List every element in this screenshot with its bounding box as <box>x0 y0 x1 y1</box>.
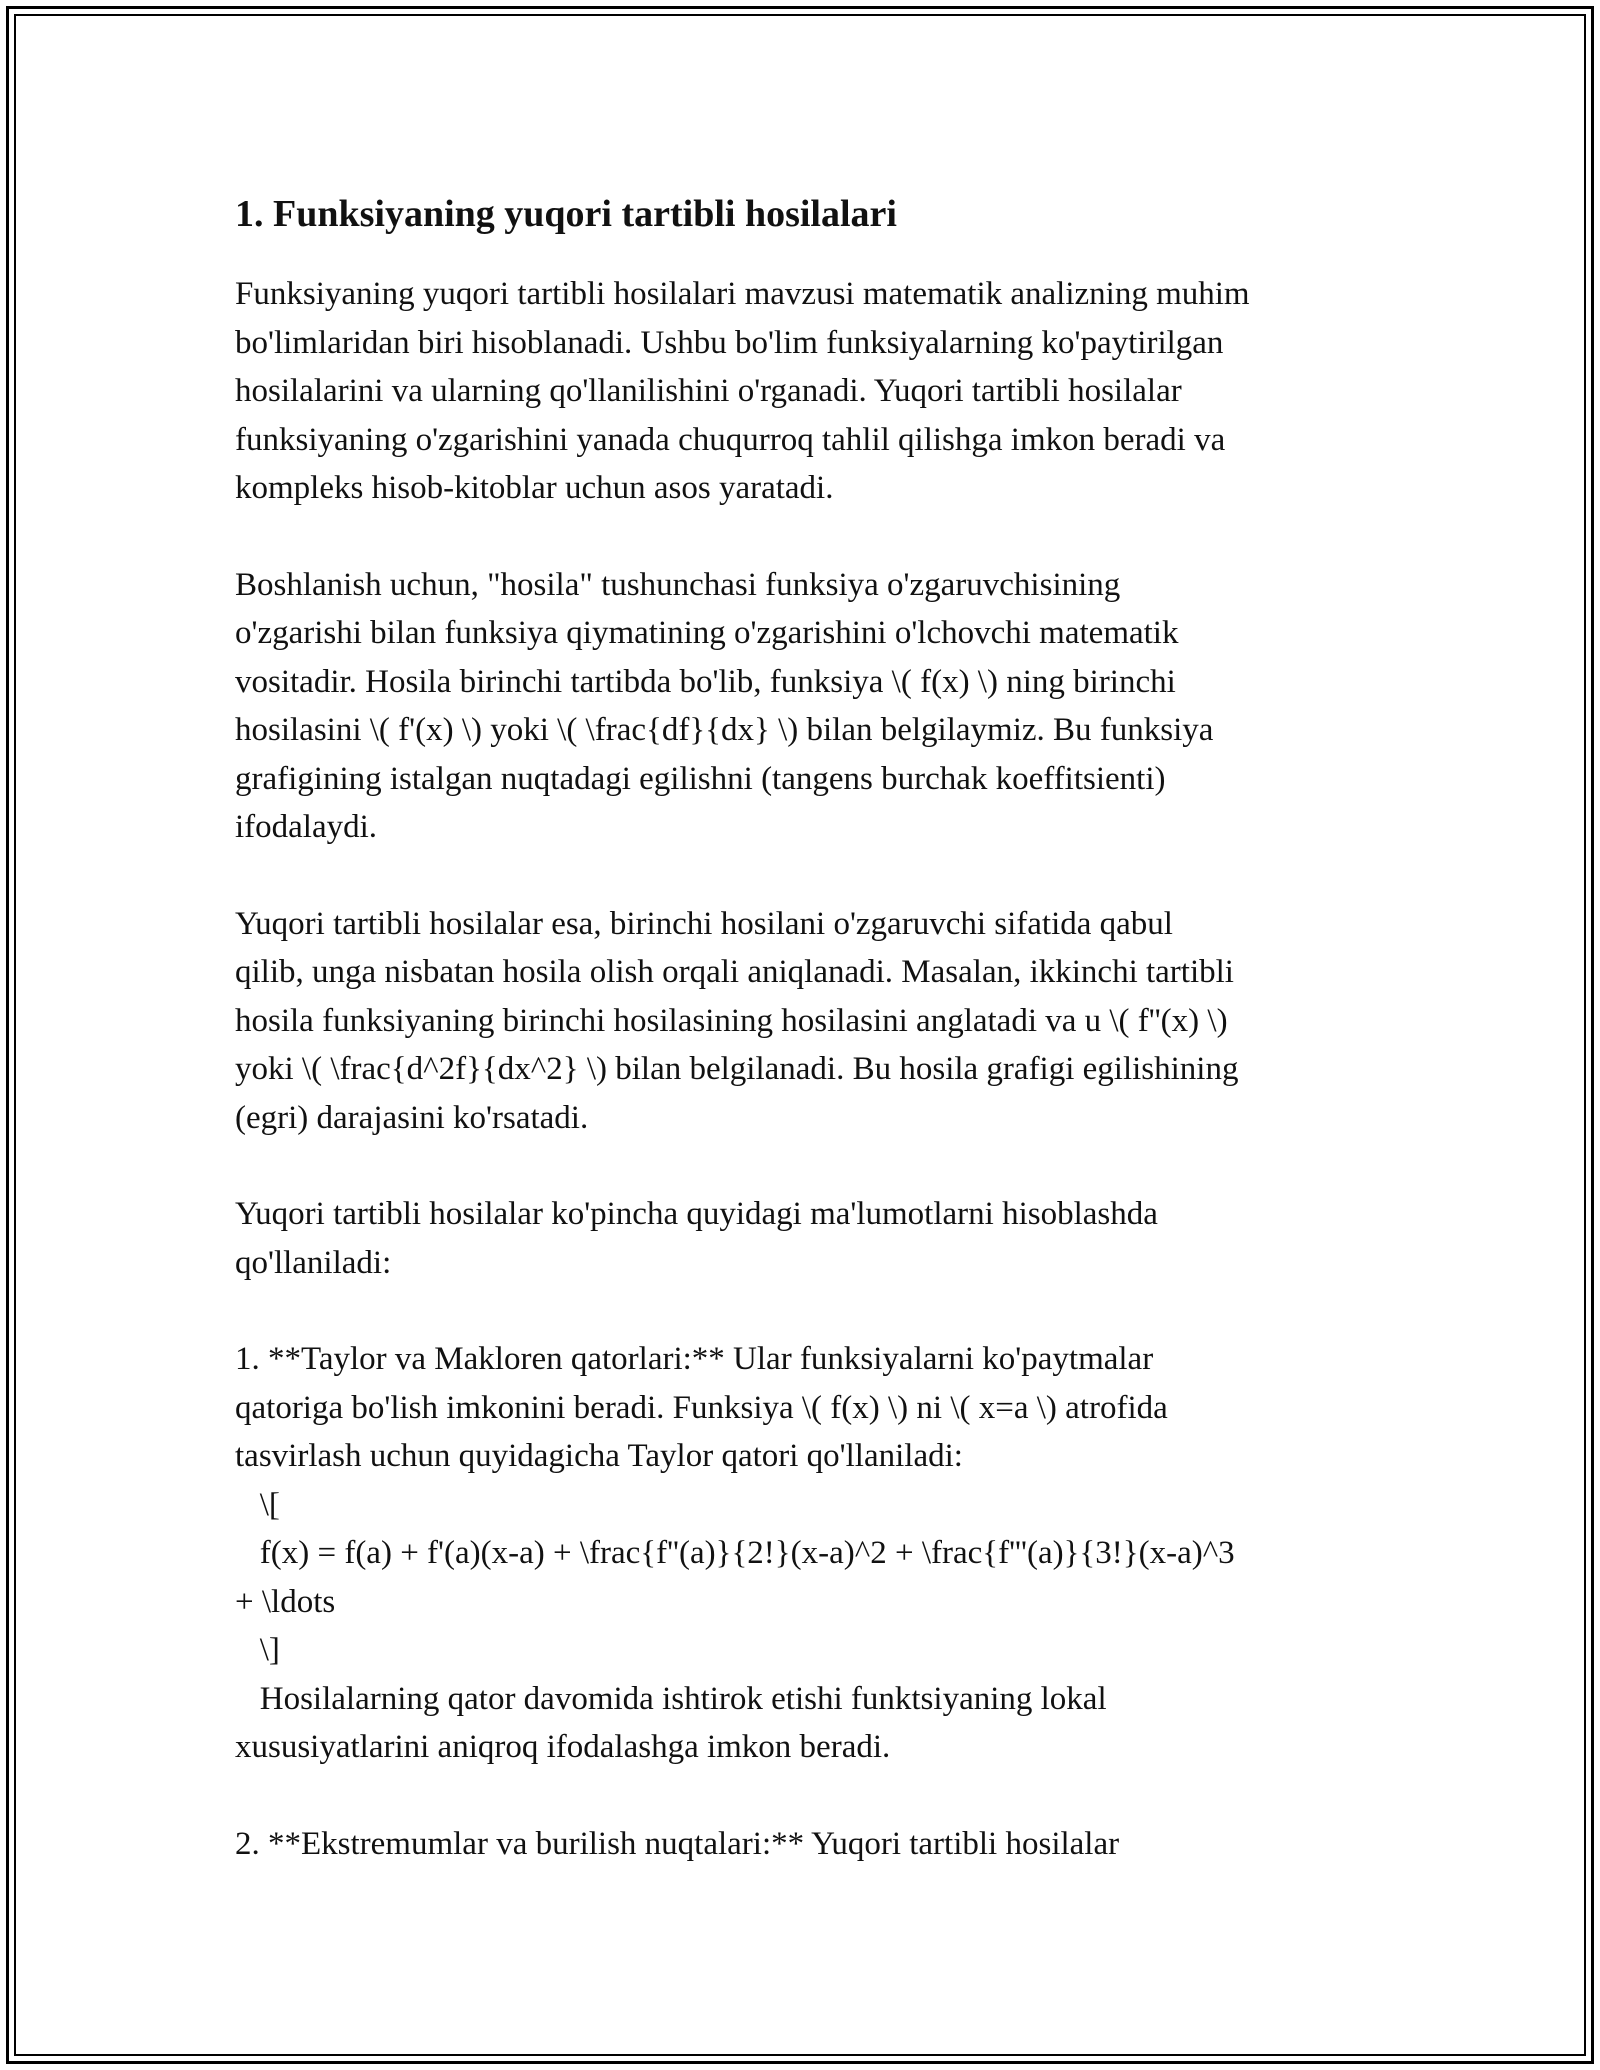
document-body <box>235 188 1375 1868</box>
text-line: yoki \( \frac{d^2f}{dx^2} \) bilan belgilanadi. Bu hosila grafigi egilishining <box>235 1051 1239 1087</box>
document-title: 1. Funksiyaning yuqori tartibli hosilalari <box>235 193 897 235</box>
text-line: ifodalaydi. <box>235 809 378 845</box>
formula-line: + \ldots <box>235 1583 336 1620</box>
formula-line: \[ <box>235 1486 280 1523</box>
formula-line: f(x) = f(a) + f'(a)(x-a) + \frac{f''(a)}{2!}(x-a)^2 + \frac{f'''(a)}{3!}(x-a)^3 <box>235 1535 1235 1571</box>
text-line: qilib, unga nisbatan hosila olish orqali aniqlanadi. Masalan, ikkinchi tartibli <box>235 954 1234 990</box>
text-line: o'zgarishi bilan funksiya qiymatining o'zgarishini o'lchovchi matematik <box>235 615 1179 651</box>
paragraph-gap <box>235 513 1375 561</box>
formula-line: \] <box>235 1632 280 1668</box>
text-line: kompleks hisob-kitoblar uchun asos yaratadi. <box>235 470 834 506</box>
text-line: qo'llaniladi: <box>235 1244 392 1281</box>
text-line: vositadir. Hosila birinchi tartibda bo'lib, funksiya \( f(x) \) ning birinchi <box>235 663 1176 700</box>
text-line: 2. **Ekstremumlar va burilish nuqtalari:** Yuqori tartibli hosilalar <box>235 1825 1120 1862</box>
text-line: Boshlanish uchun, "hosila" tushunchasi funksiya o'zgaruvchisining <box>235 566 1121 603</box>
text-line: hosilalarini va ularning qo'llanilishini o'rganadi. Yuqori tartibli hosilalar <box>235 373 1182 409</box>
text-line: 1. **Taylor va Makloren qatorlari:** Ular funksiyalarni ko'paytmalar <box>235 1341 1154 1377</box>
paragraph-gap <box>235 1287 1375 1335</box>
text-line: funksiyaning o'zgarishini yanada chuqurroq tahlil qilishga imkon beradi va <box>235 421 1226 458</box>
text-line: Funksiyaning yuqori tartibli hosilalari mavzusi matematik analizning muhim <box>235 276 1250 312</box>
text-line: qatoriga bo'lish imkonini beradi. Funksiya \( f(x) \) ni \( x=a \) atrofida <box>235 1389 1168 1426</box>
text-line: tasvirlash uchun quyidagicha Taylor qatori qo'llaniladi: <box>235 1438 963 1474</box>
list-item-taylor <box>235 1335 1375 1772</box>
text-line: grafigining istalgan nuqtadagi egilishni (tangens burchak koeffitsienti) <box>235 760 1166 797</box>
paragraph-applications <box>235 1190 1375 1287</box>
text-line: hosilasini \( f'(x) \) yoki \( \frac{df}{dx} \) bilan belgilaymiz. Bu funksiya <box>235 712 1214 748</box>
paragraph-gap <box>235 852 1375 900</box>
list-item-extremum <box>235 1820 1375 1869</box>
paragraph-gap <box>235 1772 1375 1820</box>
text-line: Hosilalarning qator davomida ishtirok etishi funktsiyaning lokal <box>235 1680 1107 1717</box>
text-line: bo'limlaridan biri hisoblanadi. Ushbu bo'lim funksiyalarning ko'paytirilgan <box>235 324 1224 361</box>
text-line: Yuqori tartibli hosilalar ko'pincha quyidagi ma'lumotlarni hisoblashda <box>235 1196 1158 1232</box>
text-line: hosila funksiyaning birinchi hosilasining hosilasini anglatadi va u \( f''(x) \) <box>235 1002 1228 1039</box>
paragraph-first-derivative <box>235 561 1375 852</box>
text-line: xususiyatlarini aniqroq ifodalashga imkon beradi. <box>235 1729 891 1765</box>
text-line: Yuqori tartibli hosilalar esa, birinchi hosilani o'zgaruvchi sifatida qabul <box>235 905 1173 942</box>
paragraph-gap <box>235 1142 1375 1190</box>
paragraph-higher-order <box>235 900 1375 1143</box>
text-line: (egri) darajasini ko'rsatadi. <box>235 1099 589 1136</box>
paragraph-intro <box>235 270 1375 513</box>
